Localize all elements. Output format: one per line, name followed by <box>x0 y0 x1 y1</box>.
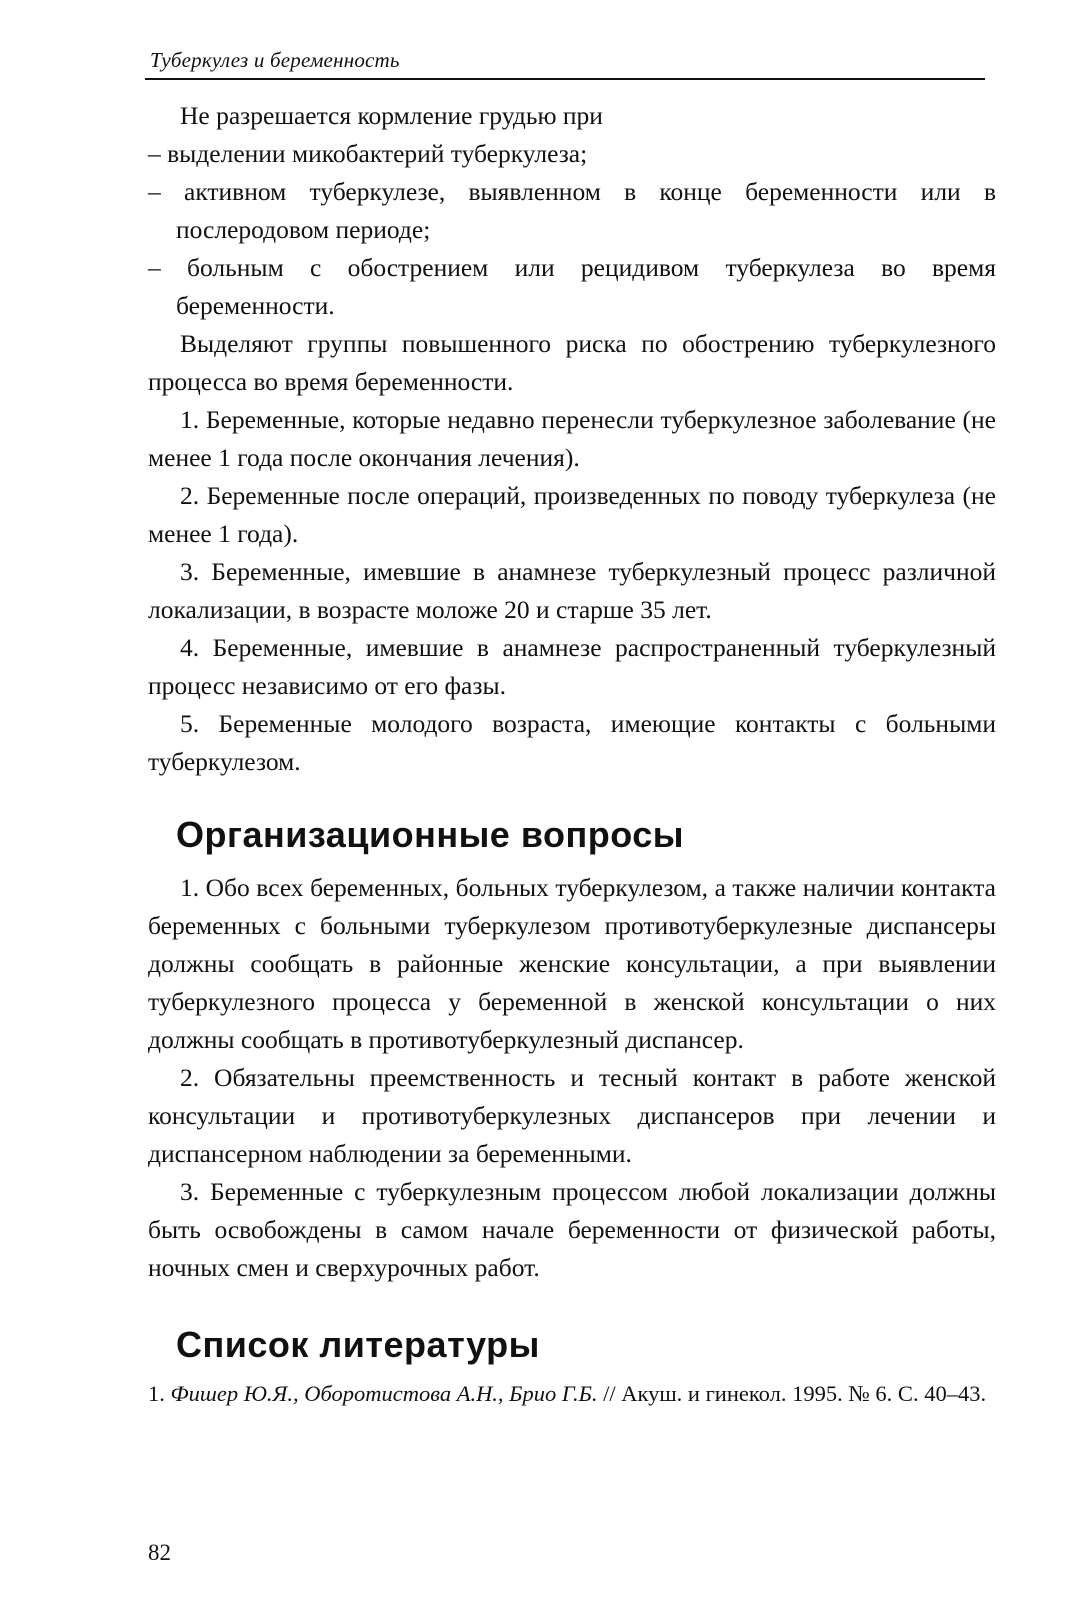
bullet-item: – больным с обострением или рецидивом туберкулеза во время беременности. <box>148 253 996 320</box>
risk-group-item: 4. Беременные, имевшие в анамнезе распространенный туберкулезный процесс независимо от его фазы. <box>148 633 996 700</box>
risk-group-item: 3. Беременные, имевшие в анамнезе туберкулезный процесс различной локализации, в возрасте моложе 20 и старше 35 лет. <box>148 557 996 624</box>
page-body <box>148 97 996 1410</box>
page-number: 82 <box>148 1540 171 1565</box>
risk-groups-paragraph: Выделяют группы повышенного риска по обострению туберкулезного процесса во время беременности. <box>148 329 996 396</box>
org-item: 1. Обо всех беременных, больных туберкулезом, а также наличии контакта беременных с больными туберкулезом противотуберкулезные диспансеры должны сообщать в районные женские консультации, а при выявлении туберкулезного процесса у беременной в женской консультации о них должны сообщать в противотуберкулезный диспансер. <box>148 873 996 1054</box>
reference-authors: Фишер Ю.Я., Оборотистова А.Н., Брио Г.Б. <box>170 1381 598 1406</box>
reference-number: 1. <box>148 1381 165 1406</box>
risk-group-item: 1. Беременные, которые недавно перенесли туберкулезное заболевание (не менее 1 года после окончания лечения). <box>148 405 996 472</box>
reference-source: // Акуш. и гинекол. 1995. № 6. С. 40–43. <box>597 1381 987 1406</box>
org-item: 3. Беременные с туберкулезным процессом любой локализации должны быть освобождены в самом начале беременности от физической работы, ночных смен и сверхурочных работ. <box>148 1177 996 1282</box>
reference-item <box>148 1377 996 1410</box>
risk-group-item: 5. Беременные молодого возраста, имеющие контакты с больными туберкулезом. <box>148 709 996 776</box>
section-title-organization: Организационные вопросы <box>176 814 684 855</box>
breastfeeding-paragraph: Не разрешается кормление грудью при <box>180 101 603 130</box>
risk-group-item: 2. Беременные после операций, произведенных по поводу туберкулеза (не менее 1 года). <box>148 481 996 548</box>
section-title-references: Список литературы <box>176 1324 540 1365</box>
bullet-item: – выделении микобактерий туберкулеза; <box>148 139 588 168</box>
running-title: Туберкулез и беременность <box>150 48 400 72</box>
bullet-item: – активном туберкулезе, выявленном в конце беременности или в послеродовом периоде; <box>148 177 996 244</box>
header-rule <box>145 78 985 80</box>
org-item: 2. Обязательны преемственность и тесный контакт в работе женской консультации и противотуберкулезных диспансеров при лечении и диспансерном наблюдении за беременными. <box>148 1063 996 1168</box>
